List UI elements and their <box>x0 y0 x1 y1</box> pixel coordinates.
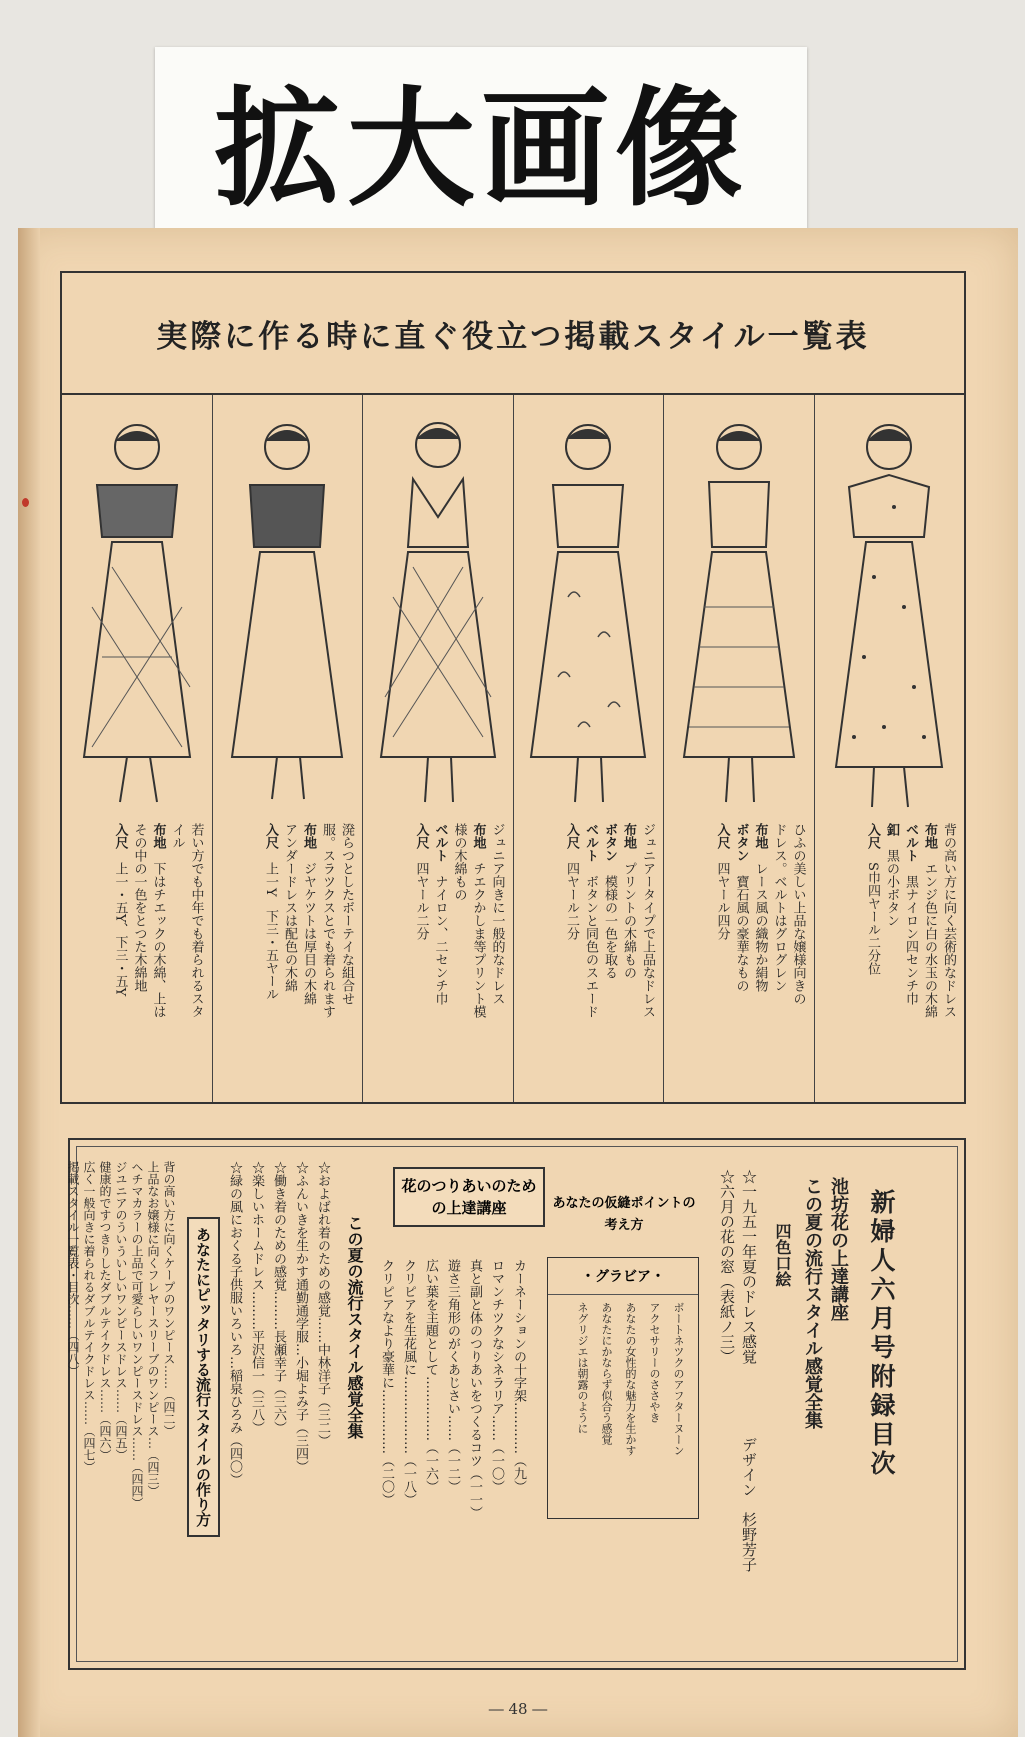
style-columns <box>62 395 964 1102</box>
desc-key: ベルト <box>432 823 448 862</box>
desc-line <box>149 823 168 1098</box>
desc-line <box>901 823 920 1098</box>
desc-line: 様の木綿もの <box>451 823 467 901</box>
dress-figure-svg <box>824 407 954 817</box>
style-column <box>814 395 965 1102</box>
desc-key: 入尺 <box>714 823 730 849</box>
summer-style-title: この夏の流行スタイル感覚全集 <box>345 1215 364 1439</box>
summer-item: ☆ふんいきを生かす通勤通学服…小堀よみ子（三四） <box>293 1161 308 1473</box>
color-plate-label: 四色口絵 <box>773 1223 792 1287</box>
summer-item: ☆緑の風におくる子供服いろいろ…稲泉ひろみ（四〇） <box>227 1161 242 1486</box>
desc-key: 入尺 <box>112 823 128 849</box>
flower-item: クリピアを生花風に………………（一八） <box>401 1259 416 1506</box>
enlarged-image-text: 拡大画像 <box>212 75 749 224</box>
fit-item: ヘチマカラーの上品で可愛らしいワンピースドレス……（四四） <box>130 1161 144 1509</box>
desc-value: ボタンと同色のスエード <box>583 875 598 1018</box>
chart-title: 実際に作る時に直ぐ役立つ掲載スタイル一覧表 <box>156 318 870 355</box>
gravure-item: ボートネツクのアフターヌーン <box>672 1302 685 1456</box>
chart-title-row <box>62 273 964 395</box>
desc-value: 寶石風の豪華なもの <box>733 875 749 992</box>
style-chart <box>60 271 966 1104</box>
summer-item: ☆働き着のための感覚………長瀬幸子（三六） <box>271 1161 286 1434</box>
red-mark <box>22 498 29 507</box>
style-column <box>212 395 363 1102</box>
desc-line: 服。スラツクスとでも着られます <box>320 823 335 1018</box>
desc-line <box>469 823 488 1098</box>
desc-value: プリントの木綿もの <box>621 862 636 979</box>
desc-line <box>732 823 751 1098</box>
table-of-contents <box>68 1138 966 1670</box>
desc-key: ベルト <box>583 823 598 862</box>
magazine-page <box>18 228 1018 1737</box>
flower-item: 遊さ三角形のがくあじさい……（一二） <box>445 1259 460 1493</box>
desc-line <box>882 823 901 1098</box>
style-description <box>514 817 664 1102</box>
gravure-item: ネグリジエは朝露のように <box>576 1302 589 1434</box>
flower-item: 広い葉を主題として……………（一六） <box>423 1259 438 1493</box>
desc-value: レース風の織物か絹物 <box>752 862 768 992</box>
desc-line <box>261 823 280 1098</box>
fit-item: 掲載スタイル一覧表・目次……（四八） <box>66 1161 80 1377</box>
flower-item: ロマンチツクなシネラリア……（一〇） <box>489 1259 504 1493</box>
dress-illustration <box>62 395 212 817</box>
desc-value: 黒ナイロン四センチ巾 <box>903 875 918 1005</box>
dress-illustration <box>514 395 664 817</box>
desc-value: ジヤケツトは厚目の木綿 <box>301 862 316 1005</box>
dress-illustration <box>815 395 965 817</box>
dress-figure-svg <box>222 407 352 817</box>
desc-line <box>111 823 130 1098</box>
flower-box-title: 花のつりあいのための上達講座 <box>393 1167 545 1227</box>
desc-value: チエクかしま等プリント模 <box>470 862 486 1018</box>
desc-key: 釦 <box>884 823 899 836</box>
magazine-title: 新婦人六月号附録目次 <box>867 1189 896 1479</box>
desc-value: 四ヤール二分 <box>413 862 429 940</box>
flower-item: カーネーションの十字架…………（九） <box>511 1259 526 1493</box>
desc-value: 四ヤール四分 <box>714 862 730 940</box>
desc-value: 黒の小ボタン <box>884 849 899 927</box>
desc-line: アンダードレスは配色の木綿 <box>282 823 297 992</box>
dress-illustration <box>664 395 814 817</box>
desc-value: 上一Y 下三・五ヤール <box>263 862 278 1001</box>
desc-key: 入尺 <box>263 823 278 849</box>
desc-line: ジュニア向きに一般的なドレス <box>489 823 505 1005</box>
desc-line: その中の一色をとつた木綿地 <box>131 823 147 992</box>
section-ikebana-title: 池坊花の上達講座 <box>828 1177 849 1321</box>
flower-item: クリピアなより豪華に……………（二〇） <box>379 1259 394 1506</box>
page-spine <box>18 228 40 1737</box>
section-summer-style-title: この夏の流行スタイル感覚全集 <box>802 1177 823 1429</box>
dress-illustration <box>363 395 513 817</box>
desc-line <box>863 823 882 1098</box>
flower-item: 真と副と体のつりあいをつくるコツ（一一） <box>467 1259 482 1519</box>
style-description <box>664 817 814 1102</box>
gravure-item: アクセサリーのささやき <box>648 1302 661 1423</box>
style-description <box>213 817 363 1102</box>
style-column <box>62 395 212 1102</box>
desc-line <box>562 823 581 1098</box>
desc-value: 模様の一色を取る <box>602 875 617 979</box>
desc-line <box>581 823 600 1098</box>
desc-line <box>431 823 450 1098</box>
desc-line: ドレス。ベルトはグログレン <box>771 823 787 992</box>
toc-item-credit: デザイン 杉野芳子 <box>740 1437 758 1572</box>
desc-key: 入尺 <box>413 823 429 849</box>
desc-key: 入尺 <box>865 823 880 849</box>
desc-key: ベルト <box>903 823 918 862</box>
desc-value: 四ヤール二分 <box>564 862 579 940</box>
gravure-title: ・グラビア・ <box>548 1258 698 1295</box>
desc-key: 布地 <box>150 823 166 849</box>
page-number: ― 48 ― <box>488 1700 548 1718</box>
desc-key: 入尺 <box>564 823 579 849</box>
fit-style-title: あなたにピッタリする流行スタイルの作り方 <box>187 1217 220 1537</box>
desc-line: ひふの美しい上品な嬢様向きの <box>790 823 806 1005</box>
desc-value: 下はチエックの木綿、上は <box>150 862 166 1018</box>
fit-item: 上品なお嬢様に向くフレヤースリーブのワンピース…（四三） <box>146 1161 160 1497</box>
fit-item: 背の高い方に向くケープのワンピース……（四二） <box>162 1161 176 1437</box>
style-column <box>663 395 814 1102</box>
gravure-item: あなたにかならず似合う感覚 <box>600 1302 613 1445</box>
desc-line <box>713 823 732 1098</box>
gravure-item: あなたの女性的な魅力を生かす <box>624 1302 637 1456</box>
desc-line <box>920 823 939 1098</box>
dress-illustration <box>213 395 363 817</box>
desc-key: 布地 <box>301 823 316 849</box>
dress-figure-svg <box>523 407 653 817</box>
toc-item: ☆一九五一年夏のドレス感覚 <box>740 1169 758 1364</box>
desc-line <box>619 823 638 1098</box>
desc-key: 布地 <box>621 823 636 849</box>
style-description <box>62 817 212 1102</box>
desc-line: 溌らつとしたボーテイな組合せ <box>339 823 354 1005</box>
dress-figure-svg <box>72 407 202 817</box>
desc-value: S巾四ヤール二分位 <box>865 862 880 975</box>
desc-key: ボタン <box>602 823 617 862</box>
enlarged-image-label <box>155 47 807 229</box>
desc-line <box>299 823 318 1098</box>
desc-key: 布地 <box>752 823 768 849</box>
desc-line <box>751 823 770 1098</box>
desc-line <box>600 823 619 1098</box>
summer-item: ☆楽しいホームドレス………平沢信一（三八） <box>249 1161 264 1434</box>
desc-line <box>412 823 431 1098</box>
style-column <box>513 395 664 1102</box>
desc-line: 若い方でも中年でも着られるスタ <box>188 823 204 1018</box>
fit-item: 広く一般向きに着られるダブルテイクドレス……（四七） <box>82 1161 96 1473</box>
desc-value: ナイロン、二センチ巾 <box>432 875 448 1005</box>
dress-figure-svg <box>674 407 804 817</box>
desc-value: 上一・五Y、下三・五Y <box>112 862 128 997</box>
toc-inner-frame <box>66 1146 958 1662</box>
style-column <box>362 395 513 1102</box>
style-description <box>363 817 513 1102</box>
dress-figure-svg <box>373 407 503 817</box>
desc-key: 布地 <box>922 823 937 849</box>
summer-item: ☆およばれ着のための感覚……中林洋子（三二） <box>315 1161 330 1447</box>
desc-line: ジュニアータイプで上品なドレス <box>640 823 655 1018</box>
toc-item: ☆六月の花の窓（表紙ノ三） <box>718 1169 736 1364</box>
gravure-box <box>547 1257 699 1519</box>
fit-item: ジユニアのういういしいワンピースドレス……（四五） <box>114 1161 128 1461</box>
style-description <box>815 817 965 1102</box>
desc-value: エンジ色に白の水玉の木綿 <box>922 862 937 1018</box>
desc-key: ボタン <box>733 823 749 862</box>
desc-line: 背の高い方に向く芸術的なドレス <box>941 823 956 1018</box>
desc-key: 布地 <box>470 823 486 849</box>
karinui-title: あなたの仮縫ポイントの考え方 <box>552 1196 696 1233</box>
fit-item: 健康的ですつきりしたダブルテイクドレス……（四六） <box>98 1161 112 1461</box>
desc-line: イル <box>169 823 185 849</box>
